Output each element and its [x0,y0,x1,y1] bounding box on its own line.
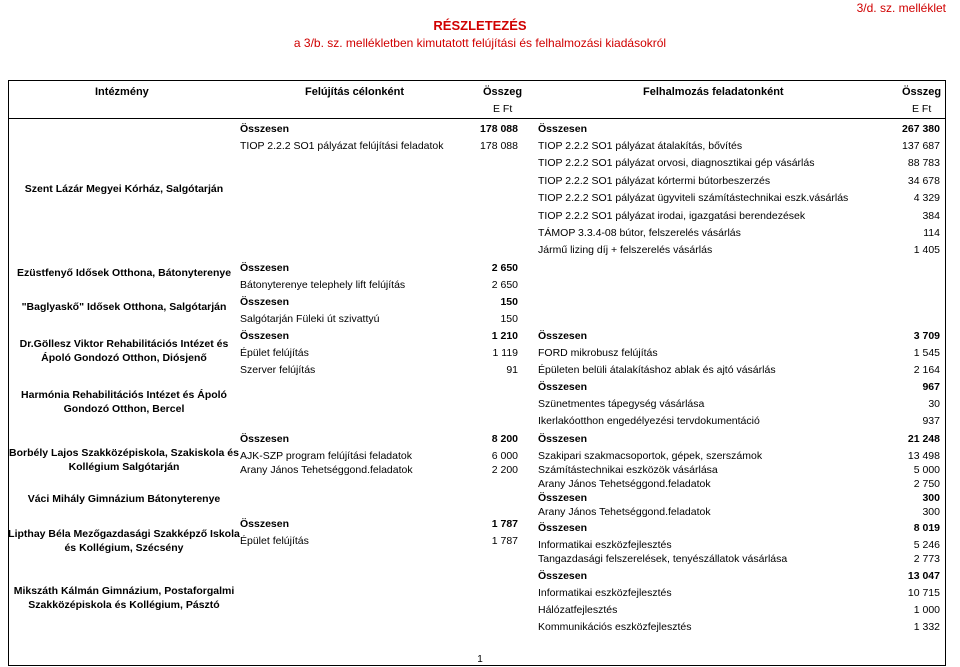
right-row-label: Összesen [538,330,588,342]
right-row-label: TIOP 2.2.2 SO1 pályázat irodai, igazgatási berendezések [538,210,806,222]
right-row-value: 30 [928,398,940,410]
right-row-label: TIOP 2.2.2 SO1 pályázat ügyviteli számítástechnikai eszk.vásárlás [538,192,849,204]
grand-total-value-left: 178 088 [480,123,518,135]
institution-6: Borbély Lajos Szakközépiskola, Szakiskola és Kollégium Salgótarján [9,447,239,473]
institution-9: Mikszáth Kálmán Gimnázium, Postaforgalmi Szakközépiskola és Kollégium, Pásztó [13,585,235,611]
right-row-value: 2 164 [913,364,940,376]
right-row-value: 137 687 [902,140,940,152]
right-row-value: 4 329 [913,192,940,204]
left-row-value: 1 119 [492,347,518,359]
left-row-label: Összesen [240,330,290,342]
left-row-label: TIOP 2.2.2 SO1 pályázat felújítási feladatok [240,140,444,152]
right-row-label: Számítástechnikai eszközök vásárlása [538,464,718,476]
right-row-value: 13 047 [907,570,940,582]
right-row-value: 967 [922,381,940,393]
right-row-label: Összesen [538,433,588,445]
left-row-label: Épület felújítás [240,535,309,547]
institution-7: Váci Mihály Gimnázium Bátonyterenye [27,493,221,505]
right-row-value: 300 [922,506,940,518]
right-row-label: Összesen [538,381,588,393]
right-row-value: 1 405 [913,244,940,256]
left-row-value: 2 200 [491,464,518,476]
institution-4: Dr.Göllesz Viktor Rehabilitációs Intézet és Ápoló Gondozó Otthon, Diósjenő [19,338,229,364]
left-row-label: Épület felújítás [240,347,309,359]
right-row-label: FORD mikrobusz felújítás [538,347,658,359]
left-row-label: AJK-SZP program felújítási feladatok [240,450,412,462]
right-row-value: 21 248 [907,433,940,445]
right-row-label: TIOP 2.2.2 SO1 pályázat átalakítás, bővítés [538,140,743,152]
header-intezmeny: Intézmény [95,86,149,98]
grand-total-value-right: 267 380 [902,123,940,135]
right-row-value: 88 783 [907,157,940,169]
right-row-label: Tangazdasági felszerelések, tenyészállatok vásárlása [538,553,788,565]
right-row-label: TIOP 2.2.2 SO1 pályázat orvosi, diagnosztikai gép vásárlás [538,157,815,169]
right-row-label: Szünetmentes tápegység vásárlása [538,398,705,410]
left-row-label: Szerver felújítás [240,364,316,376]
right-row-label: Hálózatfejlesztés [538,604,618,616]
right-row-value: 3 709 [913,330,940,342]
left-row-value: 1 787 [491,535,518,547]
page-number: 1 [477,654,483,665]
right-row-label: Informatikai eszközfejlesztés [538,539,672,551]
right-row-value: 300 [922,492,940,504]
right-row-value: 937 [922,415,940,427]
right-row-value: 1 545 [913,347,940,359]
header-felhalmozas: Felhalmozás feladatonként [643,86,784,98]
left-row-label: Salgótarján Füleki út szivattyú [240,313,380,325]
right-row-label: Összesen [538,492,588,504]
institution-3: "Baglyaskő" Idősek Otthona, Salgótarján [21,301,227,313]
right-row-label: TIOP 2.2.2 SO1 pályázat kórtermi bútorbeszerzés [538,175,771,187]
right-row-label: Szakipari szakmacsoportok, gépek, szerszámok [538,450,763,462]
left-row-label: Bátonyterenye telephely lift felújítás [240,279,406,291]
institution-2: Ezüstfenyő Idősek Otthona, Bátonyterenye [16,267,232,279]
right-row-label: Kommunikációs eszközfejlesztés [538,621,692,633]
document-title: RÉSZLETEZÉS [433,18,527,33]
left-row-value: 150 [500,313,518,325]
right-row-value: 2 750 [913,478,940,490]
right-row-value: 34 678 [907,175,940,187]
right-row-label: Összesen [538,522,588,534]
right-row-label: Arany János Tehetséggond.feladatok [538,506,711,518]
institution-5: Harmónia Rehabilitációs Intézet és Ápoló Gondozó Otthon, Bercel [21,389,227,415]
right-row-label: Arany János Tehetséggond.feladatok [538,478,711,490]
institution-8: Lipthay Béla Mezőgazdasági Szakképző Iskola és Kollégium, Szécsény [8,528,240,554]
left-row-label: Arany János Tehetséggond.feladatok [240,464,413,476]
right-row-value: 5 000 [913,464,940,476]
right-row-value: 8 019 [913,522,940,534]
right-row-value: 5 246 [913,539,940,551]
left-row-label: Összesen [240,518,290,530]
left-row-value: 91 [506,364,518,376]
grand-total-label-left: Összesen [240,123,290,135]
header-unit-right: E Ft [912,103,932,115]
header-osszeg-left: Összeg [483,86,523,98]
right-row-label: Jármű lizing díj + felszerelés vásárlás [538,244,713,256]
left-row-value: 1 210 [491,330,518,342]
right-row-value: 1 332 [913,621,940,633]
right-row-value: 2 773 [913,553,940,565]
annex-note: 3/d. sz. melléklet [856,1,946,15]
left-row-value: 178 088 [480,140,518,152]
left-row-label: Összesen [240,262,290,274]
left-row-value: 150 [500,296,518,308]
right-row-value: 384 [922,210,940,222]
header-osszeg-right: Összeg [902,86,942,98]
document-subtitle: a 3/b. sz. mellékletben kimutatott felújítási és felhalmozási kiadásokról [293,36,667,50]
left-row-label: Összesen [240,433,290,445]
right-row-value: 13 498 [907,450,940,462]
header-felujitas: Felújítás célonként [305,86,405,98]
right-row-label: Épületen belüli átalakításhoz ablak és ajtó vásárlás [538,364,776,376]
institution-1: Szent Lázár Megyei Kórház, Salgótarján [24,183,224,195]
right-row-value: 114 [923,227,940,239]
left-row-value: 8 200 [491,433,518,445]
right-row-label: Ikerlakóotthon engedélyezési tervdokumentáció [538,415,760,427]
header-divider [8,118,946,119]
right-row-label: TÁMOP 3.3.4-08 bútor, felszerelés vásárlás [538,227,741,239]
left-row-value: 1 787 [491,518,518,530]
right-row-value: 10 715 [907,587,940,599]
left-row-value: 2 650 [491,279,518,291]
right-row-value: 1 000 [913,604,940,616]
grand-total-label-right: Összesen [538,123,588,135]
right-row-label: Informatikai eszközfejlesztés [538,587,672,599]
right-row-label: Összesen [538,570,588,582]
left-row-value: 2 650 [491,262,518,274]
header-unit-left: E Ft [493,103,513,115]
left-row-value: 6 000 [491,450,518,462]
left-row-label: Összesen [240,296,290,308]
